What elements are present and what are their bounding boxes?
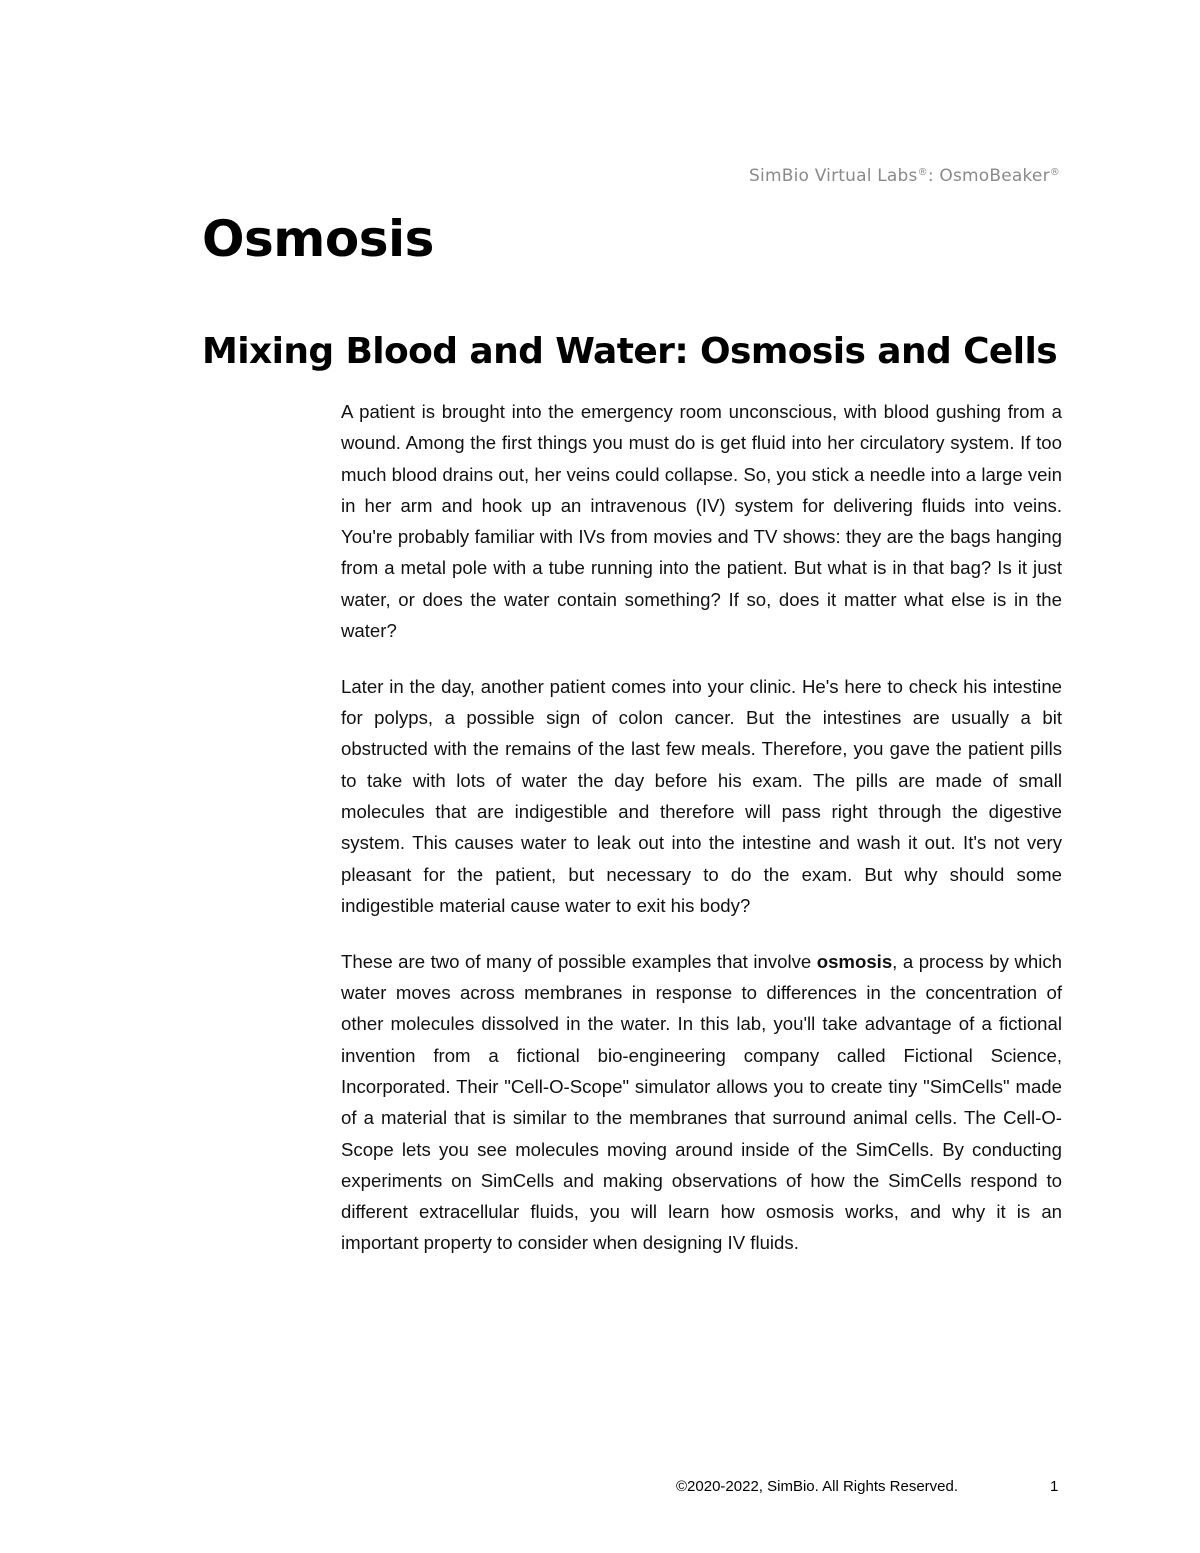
header-brand: SimBio Virtual Labs [749, 166, 918, 186]
header-separator: : [927, 166, 940, 186]
body-text [341, 396, 1062, 1283]
registered-mark: ® [917, 167, 928, 178]
key-term-osmosis: osmosis [816, 950, 893, 972]
footer-copyright: ©2020-2022, SimBio. All Rights Reserved. [676, 1478, 959, 1495]
paragraph-osmosis-intro [341, 946, 1062, 1259]
registered-mark: ® [1049, 167, 1060, 178]
paragraph-clinic-patient: Later in the day, another patient comes into your clinic. He's here to check his intestine for polyps, a possible sign of colon cancer. But the intestines are usually a bit obstructed with the remains of the last few meals. Therefore, you gave the patient pills to take with lots of water the day before his exam. The pills are made of small molecules that are indigestible and therefore will pass right through the digestive system. This causes water to leak out into the intestine and wash it out. It's not very pleasant for the patient, but necessary to do the exam. But why should some indigestible material cause water to exit his body? [341, 675, 1062, 916]
section-heading: Mixing Blood and Water: Osmosis and Cells [202, 331, 1058, 372]
paragraph-text: , a process by which water moves across membranes in response to differences in the concentration of other molecules dissolved in the water. In this lab, you'll take advantage of a fictional invention from a fictional bio-engineering company called Fictional Science, Incorporated. Their "Cell-O-Scope" simulator allows you to create tiny "SimCells" made of a material that is similar to the membranes that surround animal cells. The Cell-O-Scope lets you see molecules moving around inside of the SimCells. By conducting experiments on SimCells and making observations of how the SimCells respond to different extracellular fluids, you will learn how osmosis works, and why it is an important property to consider when designing IV fluids. [341, 950, 1062, 1254]
header-product: OsmoBeaker [939, 166, 1050, 186]
paragraph-text: These are two of many of possible examples that involve [341, 950, 817, 972]
page-number: 1 [1050, 1478, 1059, 1495]
paragraph-emergency-patient: A patient is brought into the emergency room unconscious, with blood gushing from a wound. Among the first things you must do is get fluid into her circulatory system. If too much blood drains out, her veins could collapse. So, you stick a needle into a large vein in her arm and hook up an intravenous (IV) system for delivering fluids into veins. You're probably familiar with IVs from movies and TV shows: they are the bags hanging from a metal pole with a tube running into the patient. But what is in that bag? Is it just water, or does the water contain something? If so, does it matter what else is in the water? [341, 401, 1062, 642]
document-title: Osmosis [202, 210, 434, 268]
running-header [749, 166, 1060, 186]
